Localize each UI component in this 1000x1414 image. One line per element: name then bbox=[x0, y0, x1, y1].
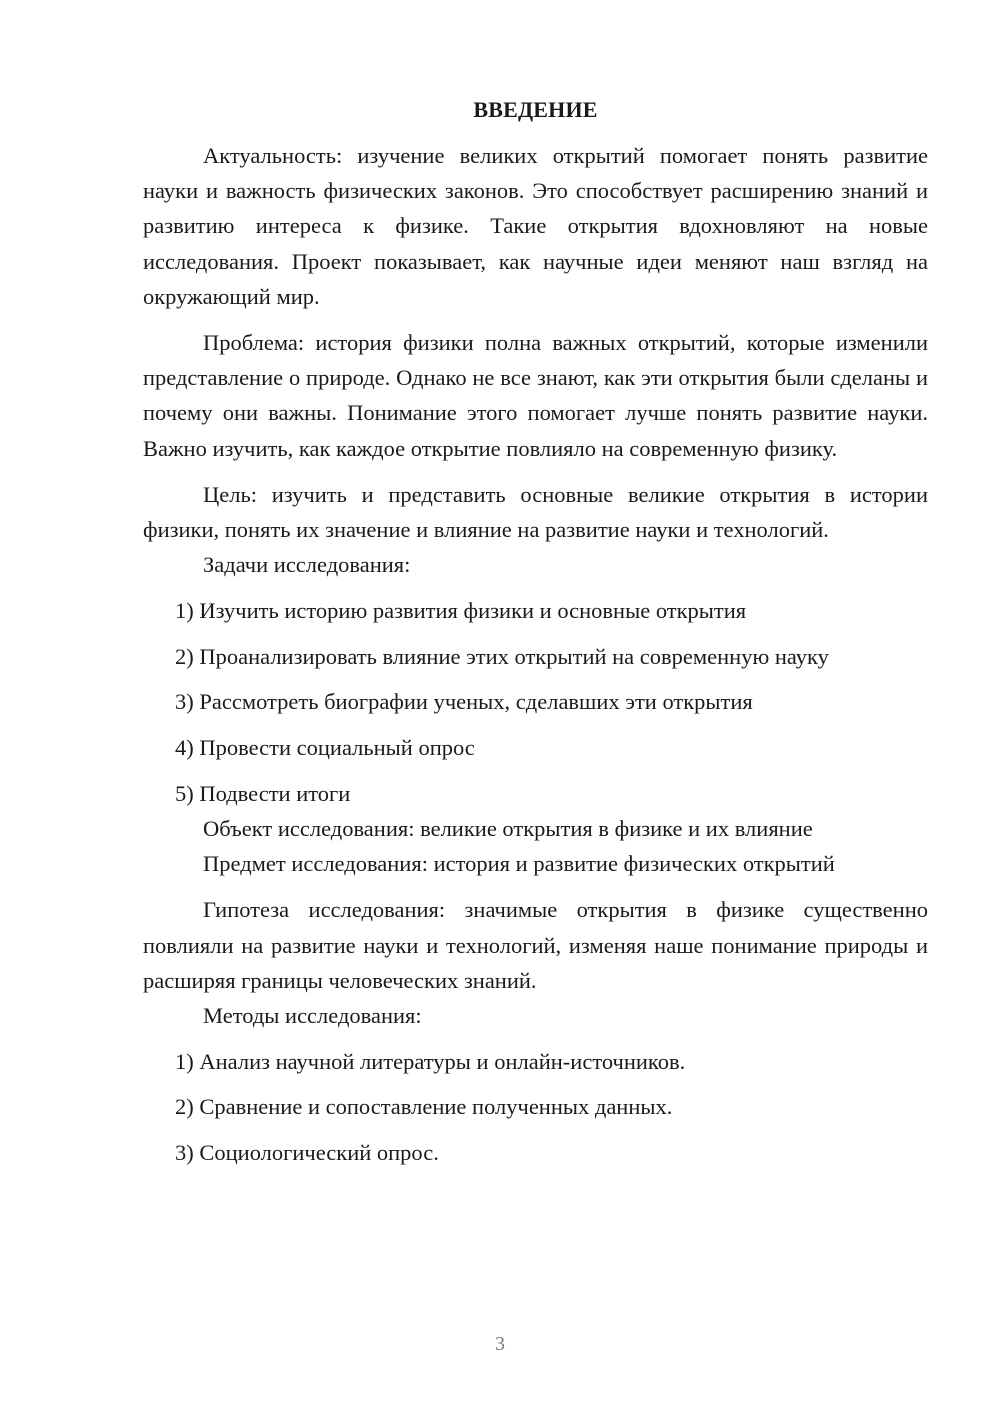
hypothesis-paragraph: Гипотеза исследования: значимые открытия в физике существенно повлияли на развитие науки и технологий, изменяя наше понимание природы и расширяя границы человеческих знаний. bbox=[143, 897, 928, 993]
tasks-label: Задачи исследования: bbox=[203, 552, 411, 578]
subject-paragraph: Предмет исследования: история и развитие физических открытий bbox=[203, 851, 835, 877]
object-paragraph: Объект исследования: великие открытия в физике и их влияние bbox=[203, 815, 813, 841]
list-item: 2) Проанализировать влияние этих открытий на современную науку bbox=[175, 643, 829, 669]
list-item: 3) Рассмотреть биографии ученых, сделавших эти открытия bbox=[175, 689, 753, 715]
list-item: 3) Социологический опрос. bbox=[175, 1140, 439, 1166]
problem-paragraph: Проблема: история физики полна важных открытий, которые изменили представление о природе. Однако не все знают, как эти открытия были сделаны и почему они важны. Понимание этого помогает лучше понять развитие науки. Важно изучить, как каждое открытие повлияло на современную физику. bbox=[143, 330, 928, 461]
list-item: 1) Изучить историю развития физики и основные открытия bbox=[175, 597, 747, 623]
goal-paragraph: Цель: изучить и представить основные великие открытия в истории физики, понять их значение и влияние на развитие науки и технологий. bbox=[143, 481, 928, 543]
page-content bbox=[143, 93, 928, 1170]
list-item: 5) Подвести итоги bbox=[175, 780, 351, 806]
list-item: 2) Сравнение и сопоставление полученных данных. bbox=[175, 1094, 673, 1120]
page-number: 3 bbox=[495, 1333, 505, 1355]
list-item: 1) Анализ научной литературы и онлайн-источников. bbox=[175, 1048, 686, 1074]
methods-label: Методы исследования: bbox=[203, 1002, 422, 1028]
relevance-paragraph: Актуальность: изучение великих открытий помогает понять развитие науки и важность физических законов. Это способствует расширению знаний и развитию интереса к физике. Такие открытия вдохновляют на новые исследования. Проект показывает, как научные идеи меняют наш взгляд на окружающий мир. bbox=[143, 143, 928, 309]
list-item: 4) Провести социальный опрос bbox=[175, 735, 475, 761]
methods-list bbox=[143, 1044, 928, 1171]
page-title: ВВЕДЕНИЕ bbox=[473, 97, 598, 122]
tasks-list bbox=[143, 593, 928, 811]
